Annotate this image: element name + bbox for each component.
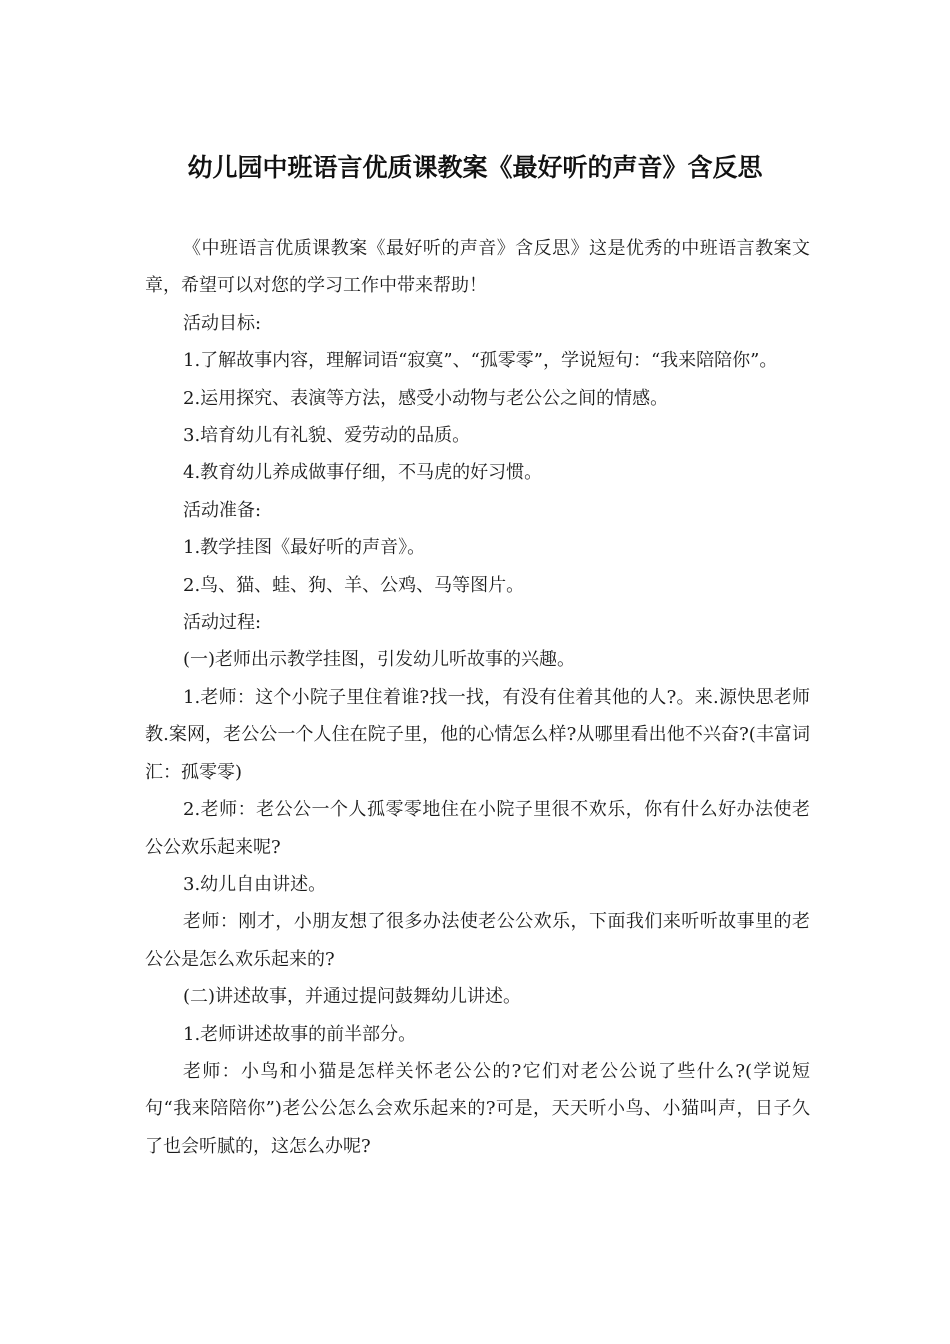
process-section-heading: (一)老师出示教学挂图，引发幼儿听故事的兴趣。 (183, 649, 576, 671)
preparation-item: 1.教学挂图《最好听的声音》。 (183, 537, 426, 559)
process-section-heading: (二)讲述故事，并通过提问鼓舞幼儿讲述。 (183, 986, 522, 1008)
process-step: 1.老师：这个小院子里住着谁?找一找，有没有住着其他的人?。来.源快思老师教.案网，老公公一个人住在院子里，他的心情怎么样?从哪里看出他不兴奋?(丰富词汇：孤零零) (145, 686, 810, 783)
document-body (145, 230, 810, 1165)
goal-item: 2.运用探究、表演等方法，感受小动物与老公公之间的情感。 (183, 387, 669, 409)
process-step: 老师：刚才，小朋友想了很多办法使老公公欢乐，下面我们来听听故事里的老公公是怎么欢乐起来的? (145, 911, 810, 970)
goal-item: 4.教育幼儿养成做事仔细，不马虎的好习惯。 (183, 462, 543, 484)
heading-activity-preparation: 活动准备: (183, 499, 262, 521)
process-step: 3.幼儿自由讲述。 (183, 873, 327, 895)
process-step: 老师：小鸟和小猫是怎样关怀老公公的?它们对老公公说了些什么?(学说短句“我来陪陪你”)老公公怎么会欢乐起来的?可是，天天听小鸟、小猫叫声，日子久了也会听腻的，这怎么办呢? (145, 1060, 810, 1157)
preparation-item: 2.鸟、猫、蛙、狗、羊、公鸡、马等图片。 (183, 574, 525, 596)
process-step: 1.老师讲述故事的前半部分。 (183, 1023, 417, 1045)
process-step: 2.老师：老公公一个人孤零零地住在小院子里很不欢乐，你有什么好办法使老公公欢乐起来呢? (145, 799, 810, 858)
heading-activity-goals: 活动目标: (183, 312, 262, 334)
heading-activity-process: 活动过程: (183, 612, 262, 634)
goal-item: 3.培育幼儿有礼貌、爱劳动的品质。 (183, 425, 471, 447)
goal-item: 1.了解故事内容，理解词语“寂寞”、“孤零零”，学说短句：“我来陪陪你”。 (183, 350, 778, 372)
paragraph-intro: 《中班语言优质课教案《最好听的声音》含反思》这是优秀的中班语言教案文章，希望可以对您的学习工作中带来帮助！ (145, 238, 810, 297)
document-title: 幼儿园中班语言优质课教案《最好听的声音》含反思 (187, 153, 763, 182)
